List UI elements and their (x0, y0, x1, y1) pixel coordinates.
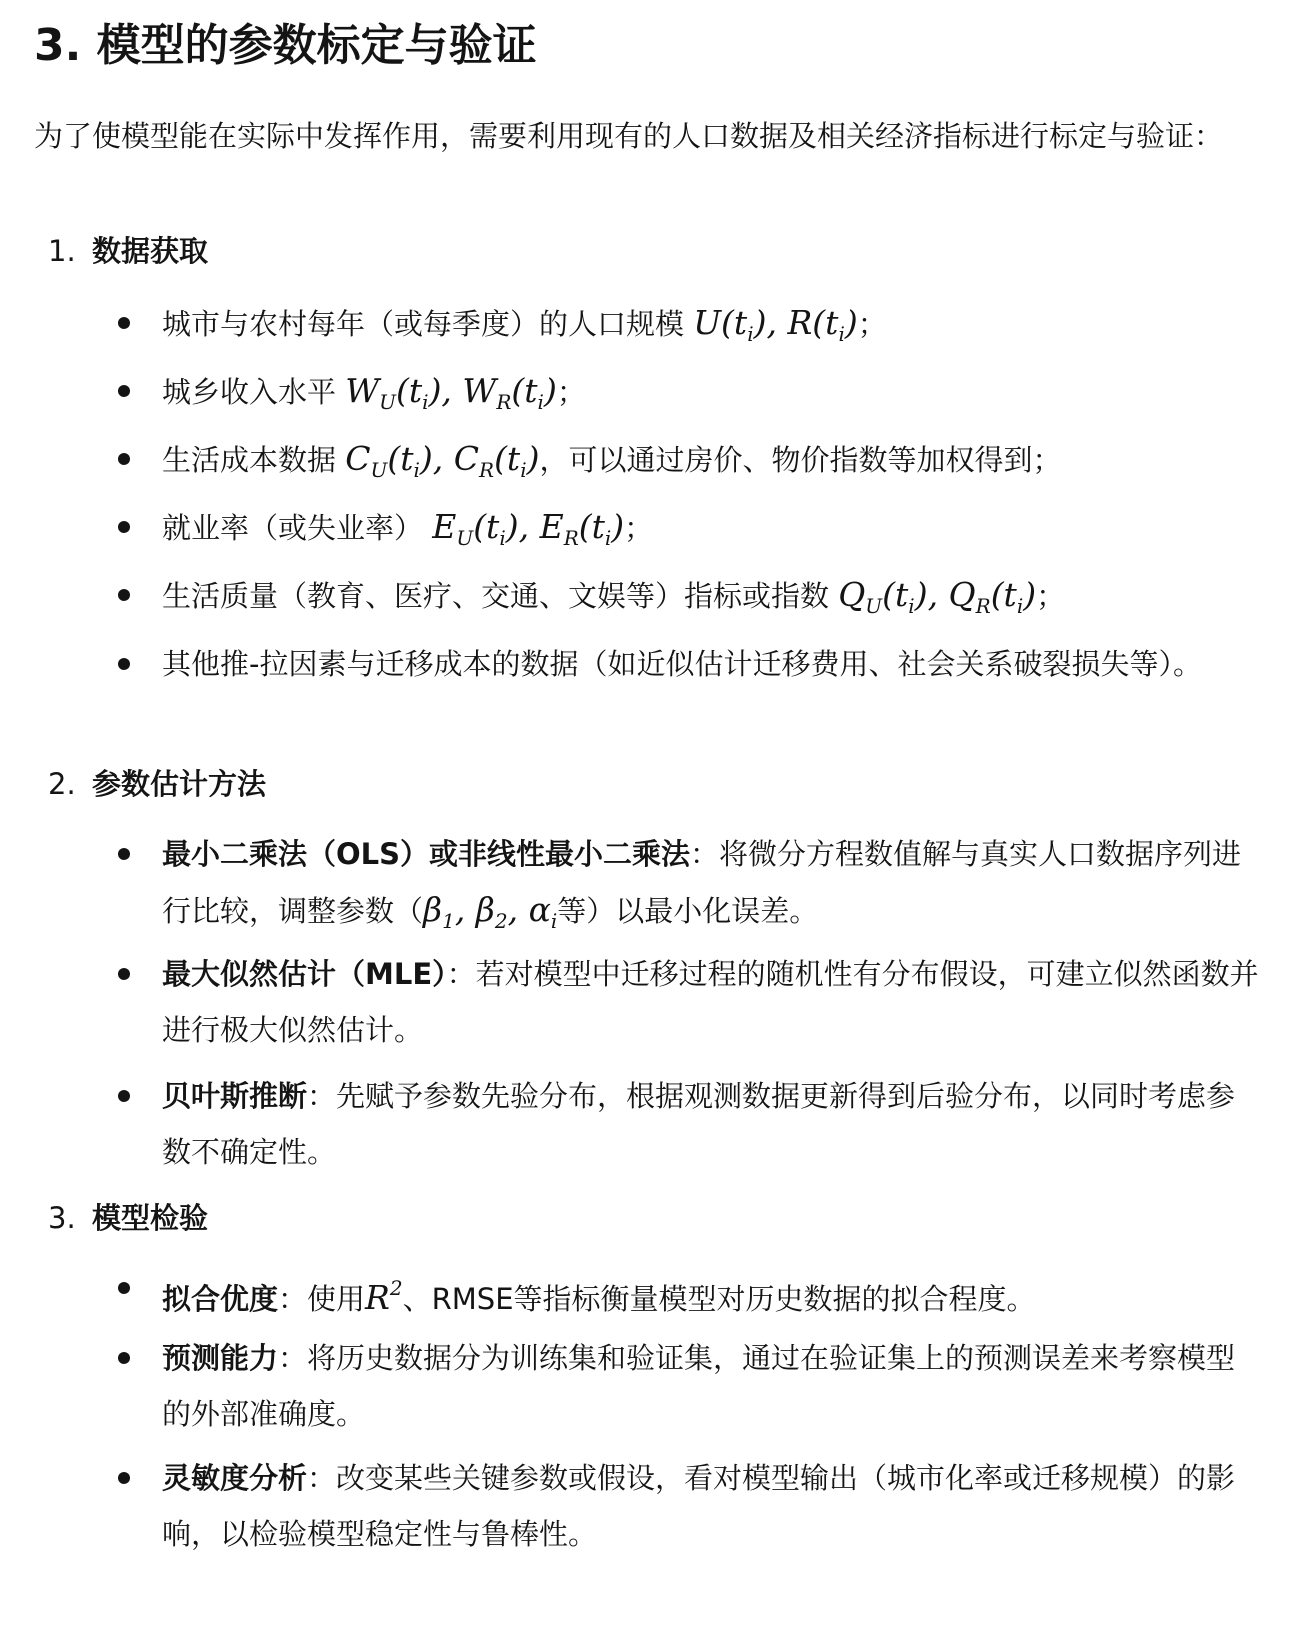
list-item (162, 946, 1262, 1058)
item-suffix: 等）以最小化误差。 (557, 894, 819, 928)
bullet-icon (118, 1282, 130, 1294)
item-text: 就业率（或失业率） (162, 511, 424, 545)
item-text: ：若对模型中迁移过程的随机性有分布假设，可建立似然函数并进行极大似然估计。 (162, 957, 1259, 1047)
item-term: 最大似然估计（MLE） (162, 957, 447, 991)
item-text: 生活质量（教育、医疗、交通、文娱等）指标或指数 (162, 579, 830, 613)
item-text: ：将微分方程数值解与真实人口数据序列进行比较，调整参数（ (162, 837, 1242, 928)
item-term: 预测能力 (162, 1341, 279, 1375)
list-item (162, 1450, 1262, 1562)
list-item (162, 636, 1262, 692)
section-number: 2. (48, 767, 76, 801)
bullet-icon (118, 968, 130, 980)
section-number: 1. (48, 234, 76, 268)
math-formula: $C_U(t_i)$, $C_R(t_i)$ (345, 439, 540, 482)
list-item (162, 295, 1262, 362)
item-suffix: ； (1036, 579, 1066, 613)
section-title: 参数估计方法 (92, 767, 267, 801)
item-suffix: ； (624, 511, 654, 545)
math-formula: $Q_U(t_i)$, $Q_R(t_i)$ (838, 575, 1037, 618)
item-text: ：使用 (278, 1282, 366, 1316)
item-text: ：先赋予参数先验分布，根据观测数据更新得到后验分布，以同时考虑参数不确定性。 (162, 1079, 1236, 1169)
list-item (162, 1330, 1262, 1442)
list-item (162, 363, 1262, 430)
item-text: 生活成本数据 (162, 443, 337, 477)
bullet-icon (118, 1472, 130, 1484)
item-text: 城乡收入水平 (162, 375, 337, 409)
item-term: 灵敏度分析 (162, 1461, 308, 1495)
item-suffix: ； (556, 375, 586, 409)
item-text: ：将历史数据分为训练集和验证集，通过在验证集上的预测误差来考察模型的外部准确度。 (162, 1341, 1236, 1431)
bullet-icon (118, 658, 130, 670)
section-number: 3. (48, 1201, 76, 1235)
item-text: 其他推-拉因素与迁移成本的数据（如近似估计迁移费用、社会关系破裂损失等）。 (162, 647, 1202, 681)
bullet-icon (118, 317, 130, 329)
bullet-icon (118, 589, 130, 601)
section-heading-validation (48, 1198, 208, 1238)
list-item (162, 567, 1262, 634)
item-text: 城市与农村每年（或每季度）的人口规模 (162, 307, 685, 341)
page-title: 3. 模型的参数标定与验证 (34, 20, 537, 71)
item-term: 最小二乘法（OLS）或非线性最小二乘法 (162, 837, 691, 871)
item-suffix: ； (857, 307, 887, 341)
bullet-icon (118, 1090, 130, 1102)
list-item (162, 1260, 1262, 1327)
math-formula: $W_U(t_i)$, $W_R(t_i)$ (345, 371, 557, 414)
bullet-icon (118, 1352, 130, 1364)
intro-paragraph: 为了使模型能在实际中发挥作用，需要利用现有的人口数据及相关经济指标进行标定与验证： (34, 119, 1224, 153)
list-item (162, 826, 1262, 949)
list-item (162, 499, 1262, 566)
section-title: 数据获取 (92, 234, 209, 268)
item-term: 贝叶斯推断 (162, 1079, 308, 1113)
item-suffix: ，可以通过房价、物价指数等加权得到； (539, 443, 1062, 477)
math-formula: $\beta_1$, $\beta_2$, $\alpha_i$ (423, 890, 558, 933)
math-formula: $R^2$ (365, 1276, 403, 1317)
item-term: 拟合优度 (162, 1282, 279, 1316)
section-heading-estimation (48, 764, 266, 804)
bullet-icon (118, 848, 130, 860)
item-text: ：改变某些关键参数或假设，看对模型输出（城市化率或迁移规模）的影响，以检验模型稳定性与鲁棒性。 (162, 1461, 1236, 1551)
list-item (162, 1068, 1262, 1180)
math-formula: $U(t_i)$, $R(t_i)$ (693, 303, 858, 346)
math-formula: $E_U(t_i)$, $E_R(t_i)$ (432, 507, 625, 550)
section-title: 模型检验 (92, 1201, 209, 1235)
bullet-icon (118, 385, 130, 397)
bullet-icon (118, 453, 130, 465)
item-suffix: 、RMSE等指标衡量模型对历史数据的拟合程度。 (402, 1282, 1036, 1316)
bullet-icon (118, 521, 130, 533)
list-item (162, 431, 1262, 498)
section-heading-data (48, 231, 208, 271)
